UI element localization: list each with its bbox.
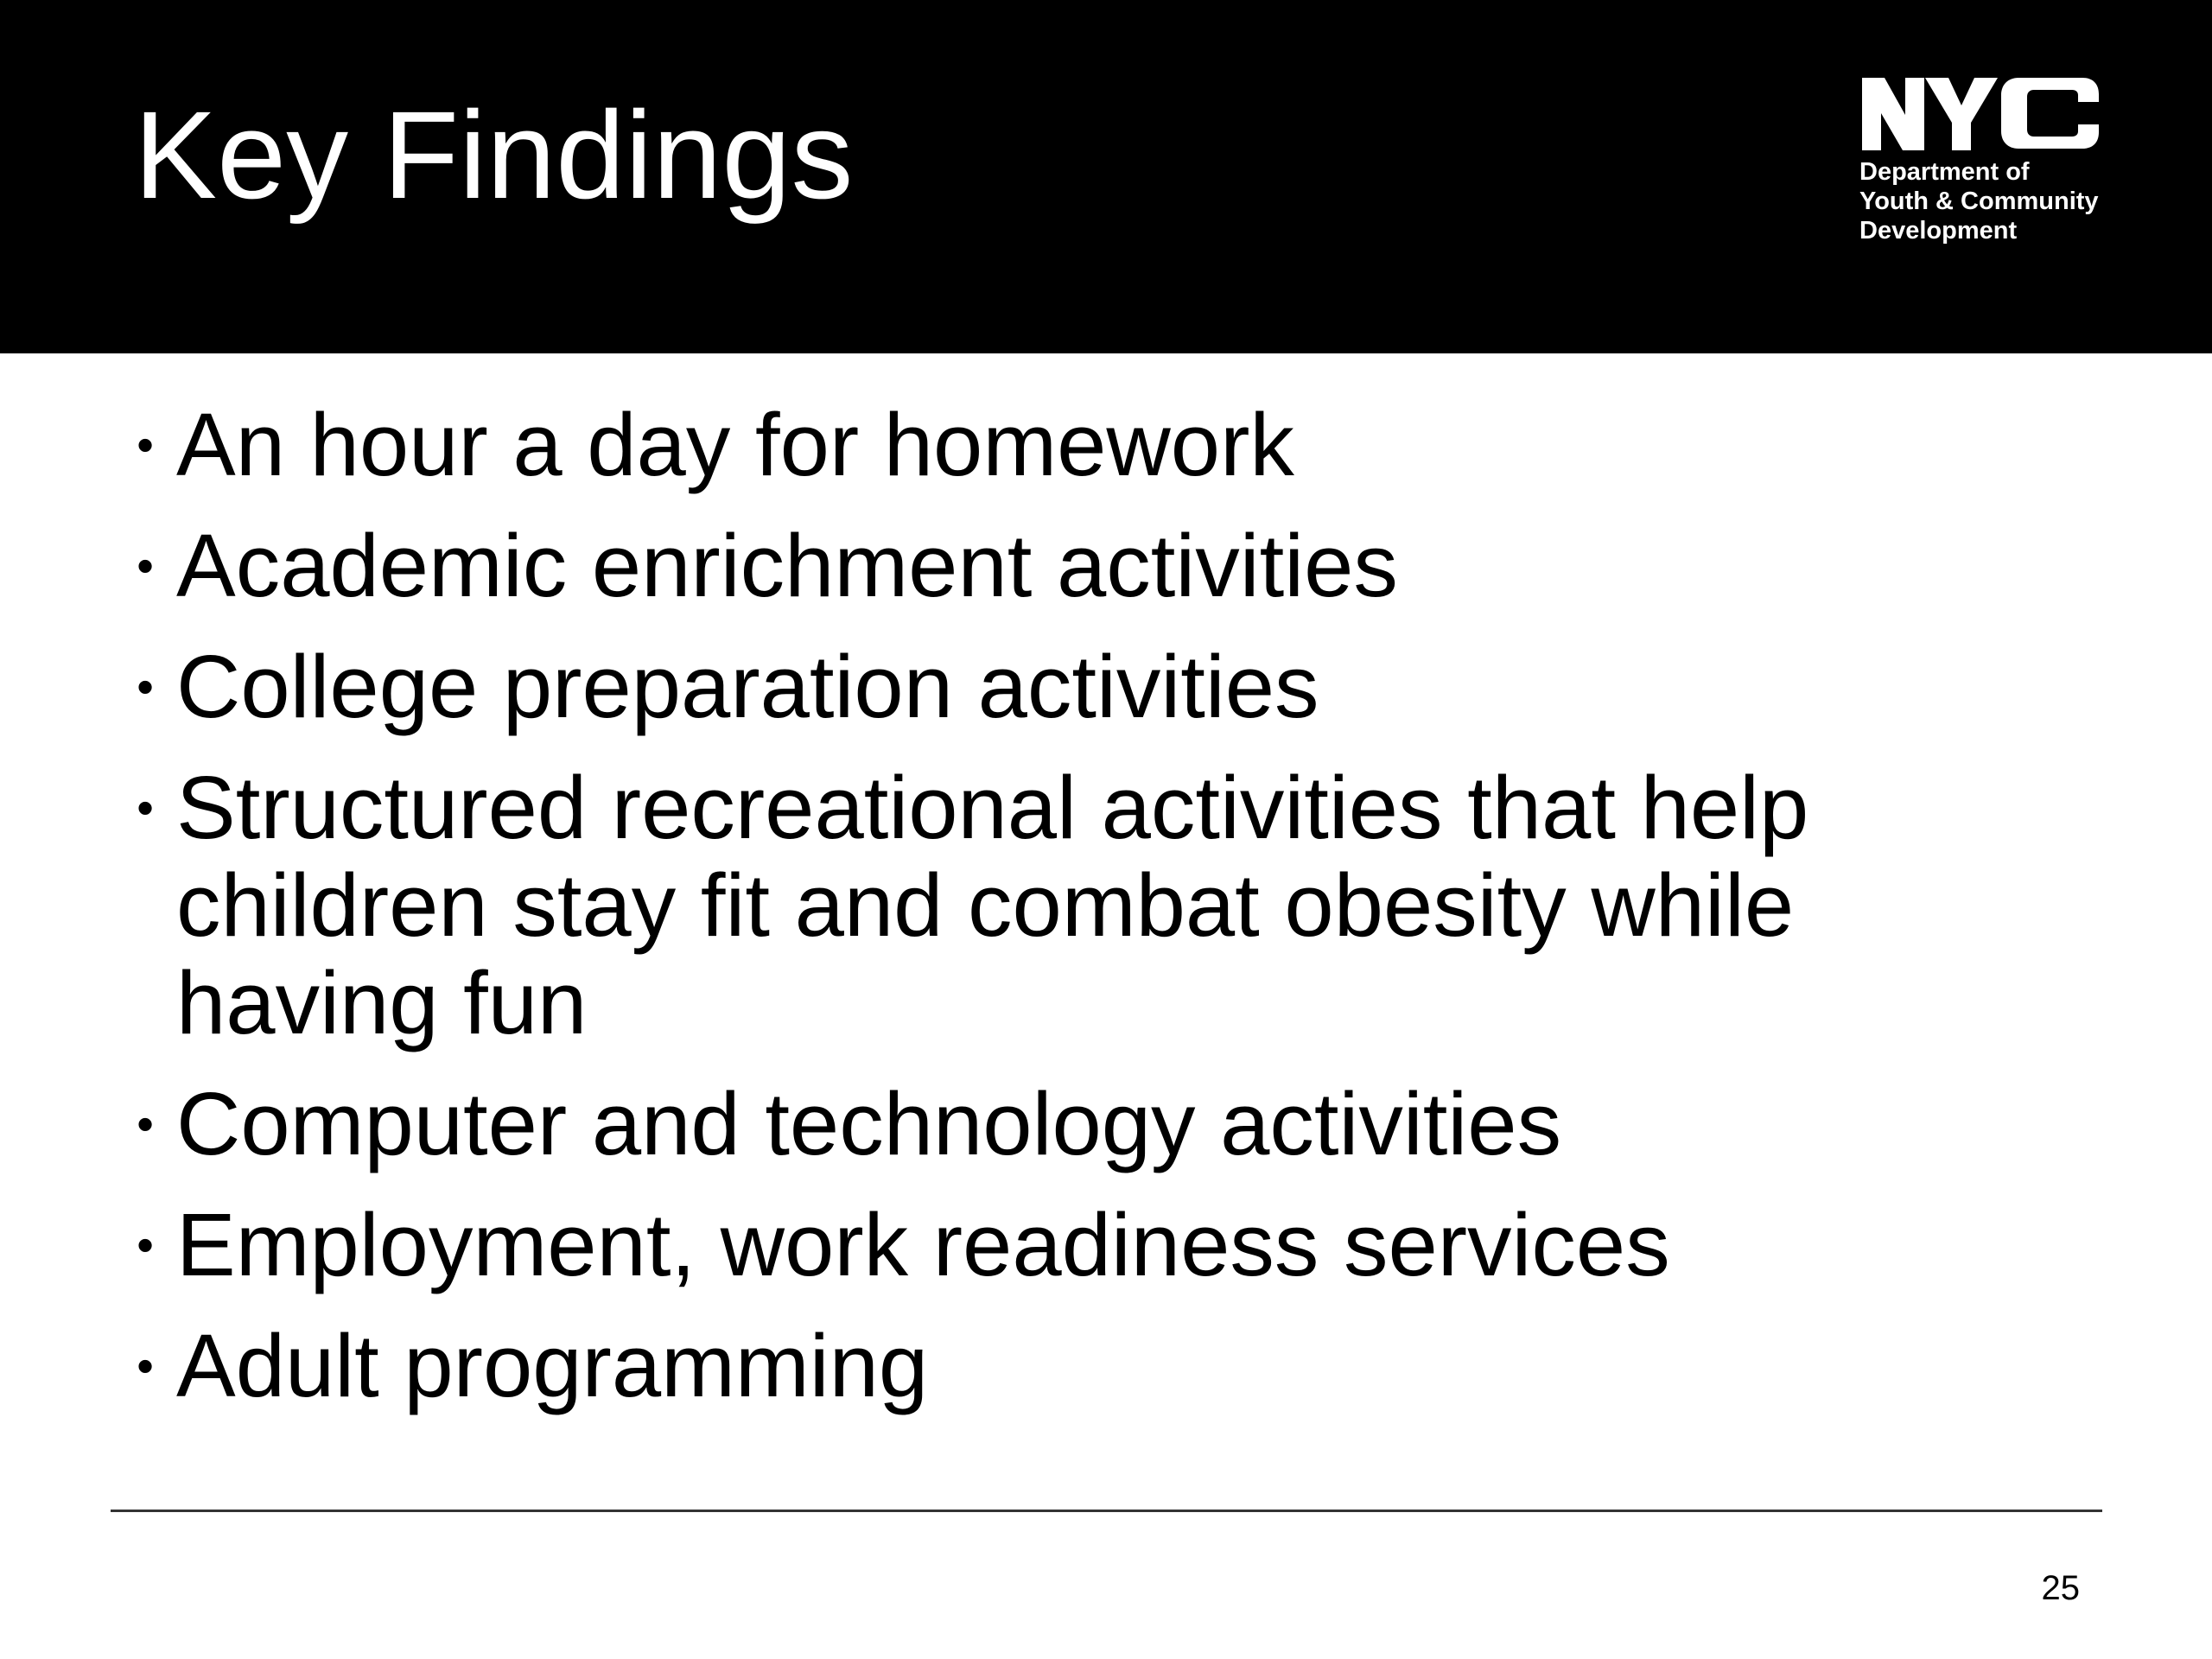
bullet-icon: • (137, 780, 154, 835)
finding-item-adult-programming (128, 1317, 2029, 1414)
bullet-icon: • (137, 1338, 154, 1393)
finding-text: Structured recreational activities that help children stay fit and combat obesity while having fun (176, 758, 1809, 1052)
finding-text: An hour a day for homework (176, 395, 1294, 494)
finding-text: Employment, work readiness services (176, 1195, 1670, 1294)
key-findings-list (128, 396, 2029, 1438)
bullet-icon: • (137, 659, 154, 714)
finding-item-college-preparation (128, 638, 2029, 735)
nyc-logo-mark (1858, 71, 2104, 157)
department-name (1859, 157, 2099, 245)
slide-header (0, 0, 2212, 353)
page-number: 25 (2041, 1569, 2080, 1607)
department-line-3: Development (1859, 217, 2018, 245)
bullet-icon: • (137, 538, 154, 593)
finding-text: Academic enrichment activities (176, 516, 1398, 615)
finding-text: College preparation activities (176, 637, 1319, 736)
finding-item-computer-technology (128, 1075, 2029, 1173)
finding-item-homework (128, 396, 2029, 493)
bullet-icon: • (137, 417, 154, 472)
nyc-dycd-logo (1858, 71, 2126, 252)
footer-divider (111, 1510, 2102, 1512)
department-line-2: Youth & Community (1859, 188, 2099, 215)
slide-title: Key Findings (134, 86, 854, 225)
department-line-1: Department of (1859, 158, 2030, 186)
finding-item-recreational-activities (128, 759, 2029, 1052)
finding-text: Adult programming (176, 1316, 929, 1415)
bullet-icon: • (137, 1096, 154, 1151)
finding-item-academic-enrichment (128, 517, 2029, 614)
bullet-icon: • (137, 1217, 154, 1272)
finding-item-employment-readiness (128, 1196, 2029, 1294)
finding-text: Computer and technology activities (176, 1074, 1562, 1173)
